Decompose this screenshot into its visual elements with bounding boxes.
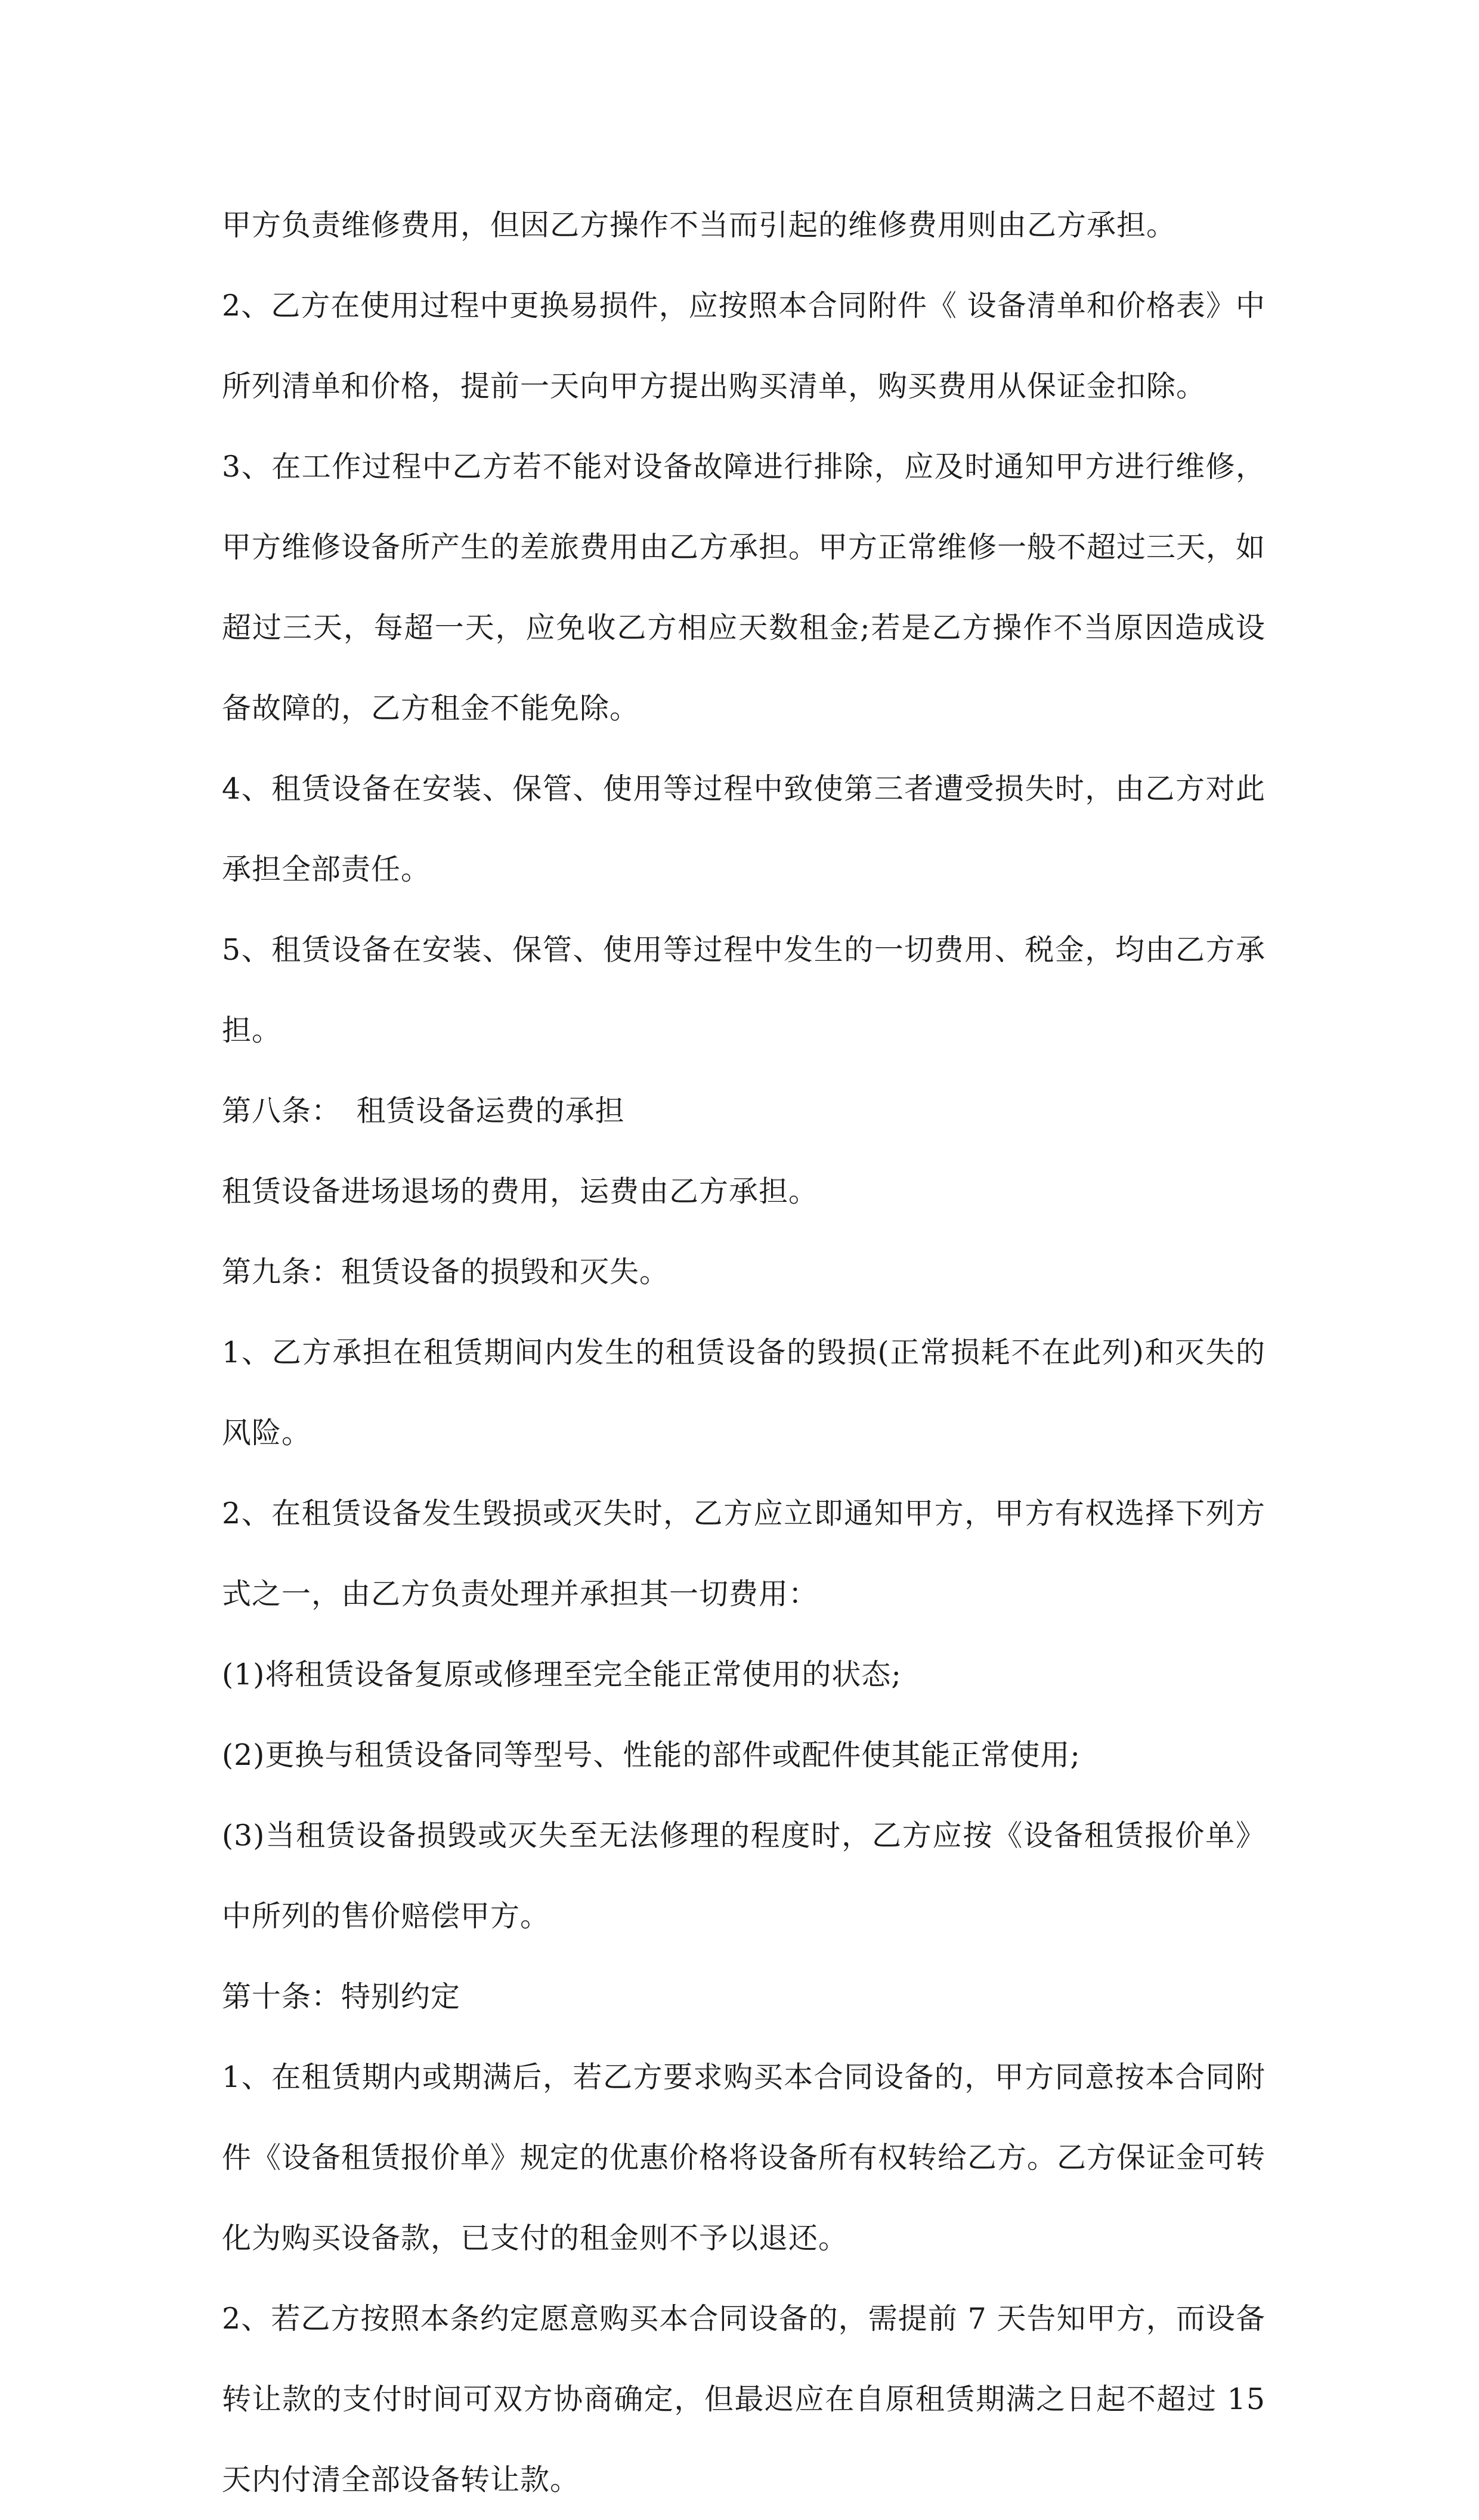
paragraph-clause-8-body: 租赁设备进场退场的费用，运费由乙方承担。 (222, 1174, 819, 1208)
paragraph-clause-7-item-2: 2、乙方在使用过程中更换易损件，应按照本合同附件《 设备清单和价格表》中所列清单和价格，提前一天向甲方提出购买清单，购买费用从保证金扣除。 (222, 289, 1265, 403)
document-body (222, 185, 1276, 2520)
heading-clause-10: 第十条：特别约定 (222, 1980, 461, 2014)
heading-clause-9: 第九条：租赁设备的损毁和灭失。 (222, 1255, 670, 1289)
paragraph-clause-9-option-3: (3)当租赁设备损毁或灭失至无法修理的程度时，乙方应按《设备租赁报价单》中所列的售价赔偿甲方。 (222, 1819, 1265, 1933)
paragraph-clause-9-item-1: 1、乙方承担在租赁期间内发生的租赁设备的毁损(正常损耗不在此列)和灭失的风险。 (222, 1335, 1265, 1450)
paragraph-clause-7-item-3: 3、在工作过程中乙方若不能对设备故障进行排除，应及时通知甲方进行维修，甲方维修设备所产生的差旅费用由乙方承担。甲方正常维修一般不超过三天，如超过三天，每超一天，应免收乙方相应天数租金;若是乙方操作不当原因造成设备故障的，乙方租金不能免除。 (222, 450, 1266, 725)
paragraph-clause-7-item-5: 5、租赁设备在安装、保管、使用等过程中发生的一切费用、税金，均由乙方承担。 (222, 933, 1265, 1047)
paragraph-maintenance-cost: 甲方负责维修费用，但因乙方操作不当而引起的维修费用则由乙方承担。 (222, 208, 1177, 242)
heading-clause-8: 第八条： 租赁设备运费的承担 (222, 1094, 625, 1128)
paragraph-clause-10-item-1: 1、在租赁期内或期满后，若乙方要求购买本合同设备的，甲方同意按本合同附件《设备租赁报价单》规定的优惠价格将设备所有权转给乙方。乙方保证金可转化为购买设备款，已支付的租金则不予以退还。 (222, 2060, 1266, 2255)
paragraph-clause-9-item-2: 2、在租赁设备发生毁损或灭失时，乙方应立即通知甲方，甲方有权选择下列方式之一，由乙方负责处理并承担其一切费用： (222, 1496, 1265, 1611)
paragraph-clause-9-option-1: (1)将租赁设备复原或修理至完全能正常使用的状态; (222, 1658, 902, 1692)
paragraph-clause-7-item-4: 4、租赁设备在安装、保管、使用等过程中致使第三者遭受损失时，由乙方对此承担全部责任。 (222, 772, 1265, 886)
paragraph-clause-10-item-2: 2、若乙方按照本条约定愿意购买本合同设备的，需提前 7 天告知甲方，而设备转让款的支付时间可双方协商确定，但最迟应在自原租赁期满之日起不超过 15 天内付清全部设备转让款。 (222, 2302, 1276, 2497)
paragraph-clause-9-option-2: (2)更换与租赁设备同等型号、性能的部件或配件使其能正常使用; (222, 1738, 1081, 1772)
